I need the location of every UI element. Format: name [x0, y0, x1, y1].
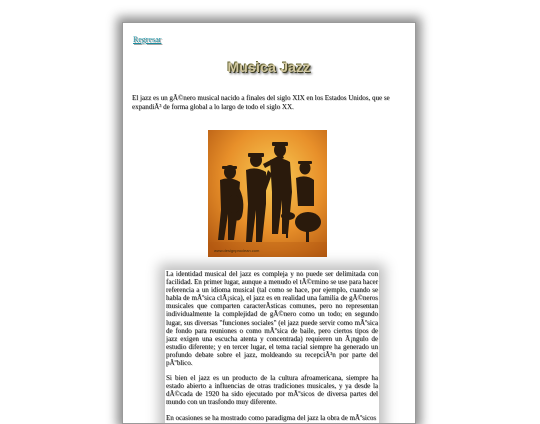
paragraph-3: En ocasiones se ha mostrado como paradigma del jazz la obra de mÃºsicos [166, 413, 377, 422]
jazz-band-image [208, 130, 327, 257]
back-link[interactable]: Regresar [133, 35, 162, 44]
image-watermark: www.designproclean.com [214, 248, 260, 253]
article-body [165, 270, 379, 424]
paragraph-1: La identidad musical del jazz es compleja y no puede ser delimitada con facilidad. En primer lugar, aunque a menudo el tÃ©rmino se use para hacer referencia a un idioma musical (tal como se hace, por ejemplo, cuando se habla de mÃºsica clÃ¡sica), el jazz es en realidad una familia de gÃ©neros musicales que comparten caracterÃsticas comunes, pero no representan individualmente la complejidad de gÃ©nero como un todo; en segundo lugar, sus diversas "funciones sociales" (el jazz puede servir como mÃºsica de fondo para reuniones o como mÃºsica de baile, pero ciertos tipos de jazz exigen una escucha atenta y concentrada) requieren un Ã¡ngulo de estudio diferente; y en tercer lugar, el tema racial siempre ha generado un profundo debate sobre el jazz, moldeando su recepciÃ³n por parte del pÃºblico. [166, 270, 378, 368]
content-page [122, 22, 416, 424]
page-title: Musica Jazz [227, 59, 311, 75]
intro-text: El jazz es un gÃ©nero musical nacido a finales del siglo XIX en los Estados Unidos, que se expandiÃ³ de forma global a lo largo de todo el siglo XX. [132, 94, 390, 111]
jazz-band-silhouette-icon [208, 130, 327, 257]
paragraph-2: Si bien el jazz es un producto de la cultura afroamericana, siempre ha estado abierto a influencias de otras tradiciones musicales, y ya desde la dÃ©cada de 1920 ha sido ejecutado por mÃºsicos de diversa partes del mundo con un trasfondo muy diferente. [166, 374, 378, 407]
